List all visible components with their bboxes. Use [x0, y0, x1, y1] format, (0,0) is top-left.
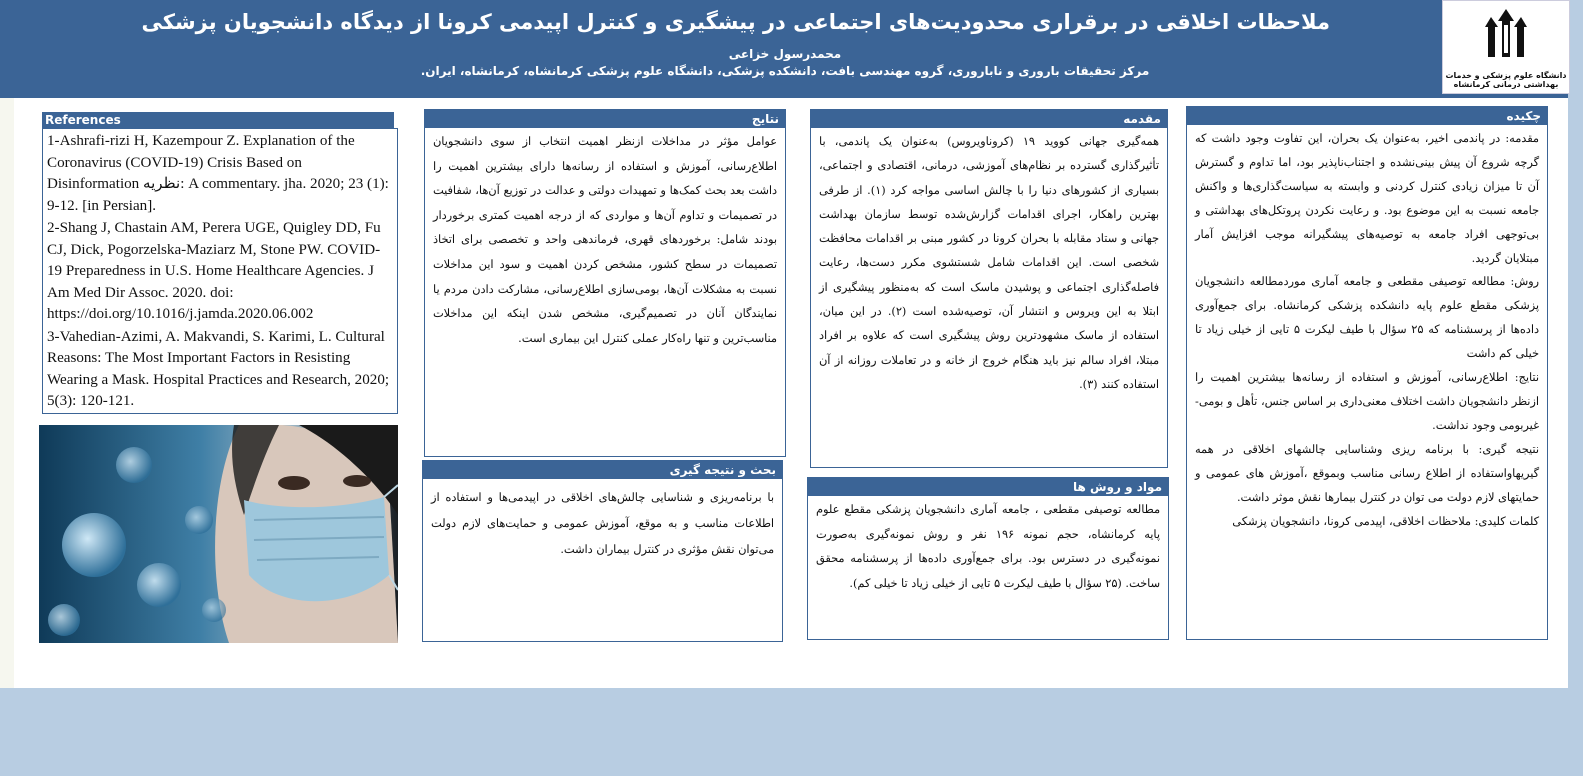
reference-item: 1-Ashrafi-rizi H, Kazempour Z. Explanation of the Coronavirus (COVID-19) Crisis Based on Disinformation نظریه: A commentary. jha. 2020; 23 (1): 9-12. [in Persian].	[47, 133, 389, 214]
discussion-box	[422, 460, 783, 642]
abstract-results: نتایج: اطلاع‌رسانی، آموزش و استفاده از رسانه‌ها بیشترین اهمیت را ازنظر دانشجویان داشت اختلاف معنی‌داری بر اساس جنس، تأهل و بومی-غیربومی وجود نداشت.	[1195, 371, 1539, 432]
abstract-conclusion: نتیجه گیری: با برنامه ریزی وشناسایی چالشهای اخلاقی در همه گیریهاواستفاده از اطلاع رسانی مناسب وبموقع ،آموزش های عمومی و حمایتهای لازم دولت می توان در کنترل بیمارها نقش موثر داشت.	[1195, 442, 1539, 504]
abstract-keywords: کلمات کلیدی: ملاحظات اخلاقی، اپیدمی کرونا، دانشجویان پزشکی	[1232, 514, 1539, 528]
covid-mask-illustration	[39, 425, 398, 643]
results-heading: نتایج	[425, 110, 785, 128]
results-body: عوامل مؤثر در مداخلات ازنظر اهمیت انتخاب از سوی دانشجویان اطلاع‌رسانی، آموزش و استفاده از رسانه‌ها دارای بیشترین اهمیت را داشت بعد بحث کمک‌ها و تمهیدات دولتی و عدالت در توزیع آن‌ها، شفافیت در تصمیمات و تداوم آن‌ها و مواردی که از درجه اهمیت کمتری برخوردار بودند شامل: برخوردهای قهری، فرماندهی واحد و تخصصی برای اتخاذ تصمیمات در سطح کشور، مشخص کردن اهمیت و سود این مداخلات نسبت به مشکلات آن‌ها، بومی‌سازی اطلاع‌رسانی، مشارکت دادن مردم یا نمایندگان آنان در تصمیم‌گیری، مشخص شدن اینکه این مداخلات مناسب‌ترین و تنها راه‌کار عملی کنترل این بیماری است.	[433, 135, 777, 345]
references-heading: References	[42, 112, 394, 128]
university-emblem-icon	[1481, 7, 1531, 59]
results-box	[424, 109, 786, 457]
methods-body: مطالعه توصیفی مقطعی ، جامعه آماری دانشجویان پزشکی مقطع علوم پایه کرمانشاه، حجم نمونه ۱۹۶ نفر و روش نمونه‌گیری به‌صورت نمونه‌گیری در دسترس بود. برای جمع‌آوری داده‌ها از پرسشنامه محقق ساخت. (۲۵ سؤال با طیف لیکرت ۵ تایی از خیلی زیاد تا خیلی کم).	[816, 503, 1160, 590]
discussion-body: با برنامه‌ریزی و شناسایی چالش‌های اخلاقی در اپیدمی‌ها و استفاده از اطلاعات مناسب و به موقع، آموزش عمومی و حمایت‌های لازم دولت می‌توان نقش مؤثری در کنترل بیماران داشت.	[431, 491, 774, 556]
intro-heading: مقدمه	[811, 110, 1167, 128]
abstract-heading: چکیده	[1187, 107, 1547, 125]
references-list	[42, 128, 398, 414]
abstract-box	[1186, 106, 1548, 640]
abstract-methods: روش: مطالعه توصیفی مقطعی و جامعه آماری موردمطالعه دانشجویان پزشکی مقطع علوم پایه دانشکده پزشکی کرمانشاه. برای جمع‌آوری داده‌ها از پرسشنامه که ۲۵ سؤال با طیف لیکرت ۵ تایی از خیلی زیاد تا خیلی کم داشت	[1195, 275, 1540, 361]
author-name: محمدرسول خزاعی	[728, 47, 842, 61]
abstract-body	[1187, 125, 1547, 533]
university-logo	[1442, 0, 1570, 94]
reference-item: 3-Vahedian-Azimi, A. Makvandi, S. Karimi, L. Cultural Reasons: The Most Important Factors in Resisting Wearing a Mask. Hospital Practices and Research, 2020; 5(3): 120-121.	[47, 328, 390, 409]
reference-item: 2-Shang J, Chastain AM, Perera UGE, Quigley DD, Fu CJ, Dick, Pogorzelska-Maziarz M, Stone PW. COVID-19 Preparedness in U.S. Home Healthcare Agencies. J Am Med Dir Assoc. 2020. doi: https://doi.org/10.1016/j.jamda.2020.06.002	[47, 220, 381, 322]
intro-box	[810, 109, 1168, 468]
discussion-heading: بحث و نتیجه گیری	[423, 461, 782, 479]
methods-box	[807, 477, 1169, 640]
logo-caption: دانشگاه علوم پزشکی و خدمات بهداشتی درمانی کرمانشاه	[1445, 71, 1567, 89]
abstract-intro: مقدمه: در پاندمی اخیر، به‌عنوان یک بحران، این تفاوت وجود داشت که گرچه شروع آن پیش بینی‌نشده و اجتناب‌ناپذیر بود، اما تداوم و گسترش آن تا میزان زیادی کنترل کردنی و وابسته به سیاست‌گذاری‌ها و واکنش جامعه نسبت به این موضوع بود. و رعایت نکردن پروتکل‌های بهداشتی و بی‌توجهی افراد جامعه به توصیه‌های پیشگیرانه موجب افزایش آمار مبتلایان گردید.	[1195, 132, 1539, 265]
masked-woman-photo	[39, 425, 398, 643]
intro-body: همه‌گیری جهانی کووید ۱۹ (کروناویروس) به‌عنوان یک پاندمی، با تأثیرگذاری گسترده بر نظام‌های آموزشی، درمانی، اقتصادی و اجتماعی، بسیاری از کشورهای دنیا را با چالش اساسی مواجه کرد (۱). از طرفی بهترین راهکار، اجرای اقدامات گزارش‌شده توسط سازمان بهداشت جهانی و ستاد مقابله با بحران کرونا در کشور مبنی بر اقدامات محافظت شخصی است. این اقدامات شامل شستشوی مکرر دست‌ها، رعایت فاصله‌گذاری اجتماعی و پوشیدن ماسک است که به‌منظور پیشگیری از ابتلا به این ویروس و انتشار آن، توصیه‌شده است (۲). در این میان، استفاده از ماسک مشهودترین روش پیشگیری است که علاوه بر افراد مبتلا، افراد سالم نیز باید هنگام خروج از خانه و در تعاملات روزانه از آن استفاده کنند (۳).	[819, 135, 1159, 391]
methods-heading: مواد و روش ها	[808, 478, 1168, 496]
poster-title: ملاحظات اخلاقی در برقراری محدودیت‌های اجتماعی در پیشگیری و کنترل اپیدمی کرونا از دیدگاه دانشجویان پزشکی	[141, 10, 1330, 34]
affiliation: مرکز تحقیقات باروری و ناباروری، گروه مهندسی بافت، دانشکده پزشکی، دانشگاه علوم پزشکی کرمانشاه، کرمانشاه، ایران.	[420, 64, 1150, 78]
header-band	[0, 0, 1568, 98]
